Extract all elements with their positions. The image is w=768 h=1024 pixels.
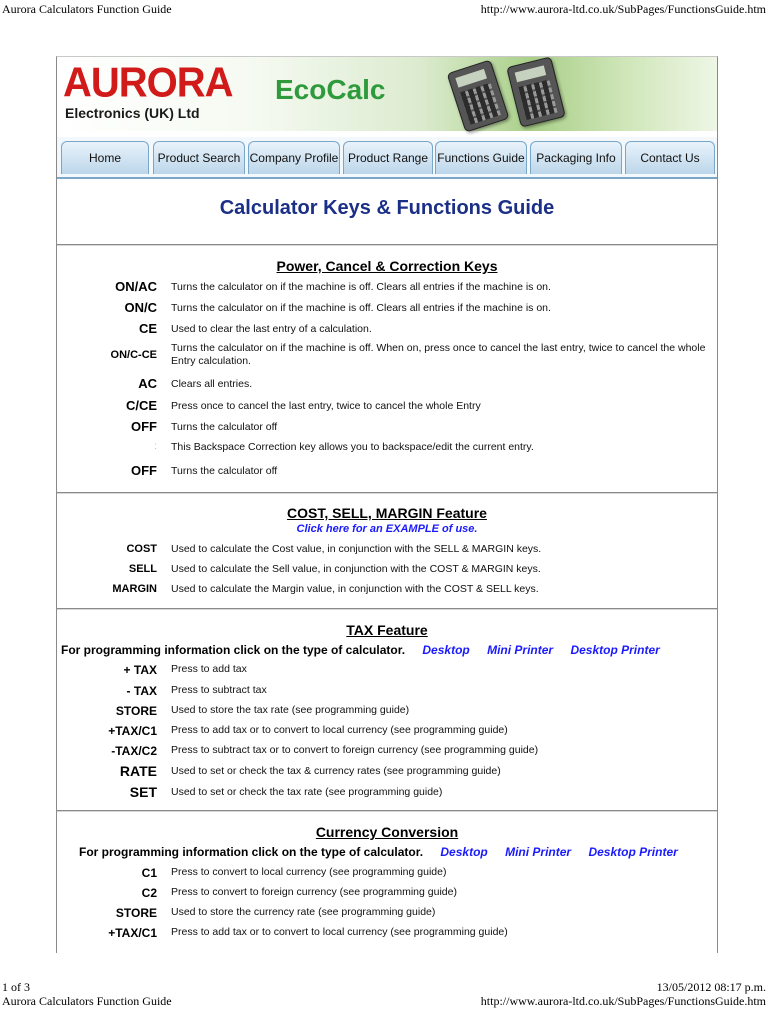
section-title-currency: Currency Conversion [315,824,459,840]
section-title-tax: TAX Feature [346,622,428,638]
key-label: - TAX [126,684,157,698]
key-label: CE [138,321,157,336]
key-description: Used to store the tax rate (see programming guide) [171,704,410,716]
programming-info [79,845,678,859]
section-title-cost: COST, SELL, MARGIN Feature [287,505,487,521]
key-description: Used to calculate the Sell value, in conjunction with the COST & MARGIN keys. [171,563,541,575]
nav-home[interactable]: Home [61,141,149,174]
key-label: AC [138,376,157,391]
print-footer-page: 1 of 3 [2,980,30,994]
key-description: Used to clear the last entry of a calculation. [171,323,372,335]
key-description: This Backspace Correction key allows you to backspace/edit the current entry. [171,441,534,453]
tax-link-desktop-printer[interactable]: Desktop Printer [570,643,660,657]
print-footer-title: Aurora Calculators Function Guide [2,994,172,1008]
nav-product-search[interactable]: Product Search [153,141,245,174]
example-link[interactable]: Click here for an EXAMPLE of use. [296,523,478,535]
key-label: OFF [131,419,157,434]
key-label: ON/C [124,300,157,315]
tax-link-desktop[interactable]: Desktop [422,643,470,657]
key-label: ON/C-CE [110,349,157,361]
brand-subtitle: Electronics (UK) Ltd [65,105,200,121]
key-description: Press to add tax or to convert to local currency (see programming guide) [171,724,508,736]
key-label: -TAX/C2 [111,744,157,758]
programming-info [61,643,660,657]
key-label: ON/AC [115,279,157,294]
print-header [0,2,768,16]
key-description: Used to set or check the tax rate (see programming guide) [171,786,443,798]
page-frame [56,56,718,953]
key-label: +TAX/C1 [108,926,157,940]
print-header-url: http://www.aurora-ltd.co.uk/SubPages/FunctionsGuide.htm [480,2,766,16]
page-title: Calculator Keys & Functions Guide [219,197,555,219]
key-description: Used to calculate the Margin value, in conjunction with the COST & SELL keys. [171,583,539,595]
key-label: MARGIN [112,583,157,595]
key-description: Used to store the currency rate (see programming guide) [171,906,436,918]
backspace-key-label: : [154,441,157,452]
key-description: Turns the calculator off [171,421,278,433]
nav-company-profile[interactable]: Company Profile [248,141,340,174]
key-description: Press to subtract tax [171,684,267,696]
nav-underline [57,177,717,179]
print-footer-datetime: 13/05/2012 08:17 p.m. [656,980,766,994]
key-label: + TAX [123,663,157,677]
key-label: COST [126,543,157,555]
key-description: Press to add tax or to convert to local currency (see programming guide) [171,926,508,938]
key-description: Clears all entries. [171,378,253,390]
currency-link-desktop-printer[interactable]: Desktop Printer [588,845,678,859]
key-label: SET [129,784,157,800]
print-footer-line1 [0,980,768,994]
key-label: STORE [115,704,157,718]
calculator-image [506,56,566,127]
key-label: STORE [115,906,157,920]
section-divider [57,608,717,610]
nav-contact-us[interactable]: Contact Us [625,141,715,174]
section-divider [57,810,717,812]
currency-link-mini-printer[interactable]: Mini Printer [505,845,572,859]
key-description: Press once to cancel the last entry, twice to cancel the whole Entry [171,400,481,412]
currency-link-desktop[interactable]: Desktop [440,845,488,859]
key-description: Used to calculate the Cost value, in conjunction with the SELL & MARGIN keys. [171,543,542,555]
tax-link-mini-printer[interactable]: Mini Printer [487,643,554,657]
calculator-image [447,59,510,132]
main-nav [57,137,717,177]
print-footer-line2 [0,994,768,1008]
section-title-power: Power, Cancel & Correction Keys [276,258,498,274]
key-description: Press to subtract tax or to convert to foreign currency (see programming guide) [171,744,539,756]
key-description: Turns the calculator off [171,465,278,477]
print-header-title: Aurora Calculators Function Guide [2,2,172,16]
key-label: C1 [141,866,157,880]
key-description: Turns the calculator on if the machine is off. When on, press once to cancel the last entry, twice to cancel the whole Entry calculation. [171,342,706,367]
print-footer-url: http://www.aurora-ltd.co.uk/SubPages/FunctionsGuide.htm [480,994,766,1008]
section-divider [57,492,717,494]
nav-functions-guide[interactable]: Functions Guide [435,141,527,174]
nav-packaging-info[interactable]: Packaging Info [530,141,622,174]
key-label: OFF [131,463,157,478]
key-label: RATE [119,763,157,779]
key-description: Turns the calculator on if the machine is off. Clears all entries if the machine is on. [171,281,551,293]
aurora-logo[interactable]: AURORA [63,59,233,107]
programming-info-text: For programming information click on the type of calculator. [61,643,406,657]
key-description: Press to convert to local currency (see programming guide) [171,866,447,878]
key-label: C/CE [125,398,157,413]
key-description: Used to set or check the tax & currency rates (see programming guide) [171,765,501,777]
section-divider [57,244,717,246]
ecocalc-logo: EcoCalc [275,74,386,105]
programming-info-text: For programming information click on the type of calculator. [79,845,424,859]
site-banner [57,57,717,131]
key-label: SELL [128,563,157,575]
key-description: Turns the calculator on if the machine is off. Clears all entries if the machine is on. [171,302,551,314]
nav-product-range[interactable]: Product Range [343,141,433,174]
key-description: Press to convert to foreign currency (see programming guide) [171,886,457,898]
key-label: +TAX/C1 [108,724,157,738]
key-label: C2 [141,886,157,900]
key-description: Press to add tax [171,663,247,675]
